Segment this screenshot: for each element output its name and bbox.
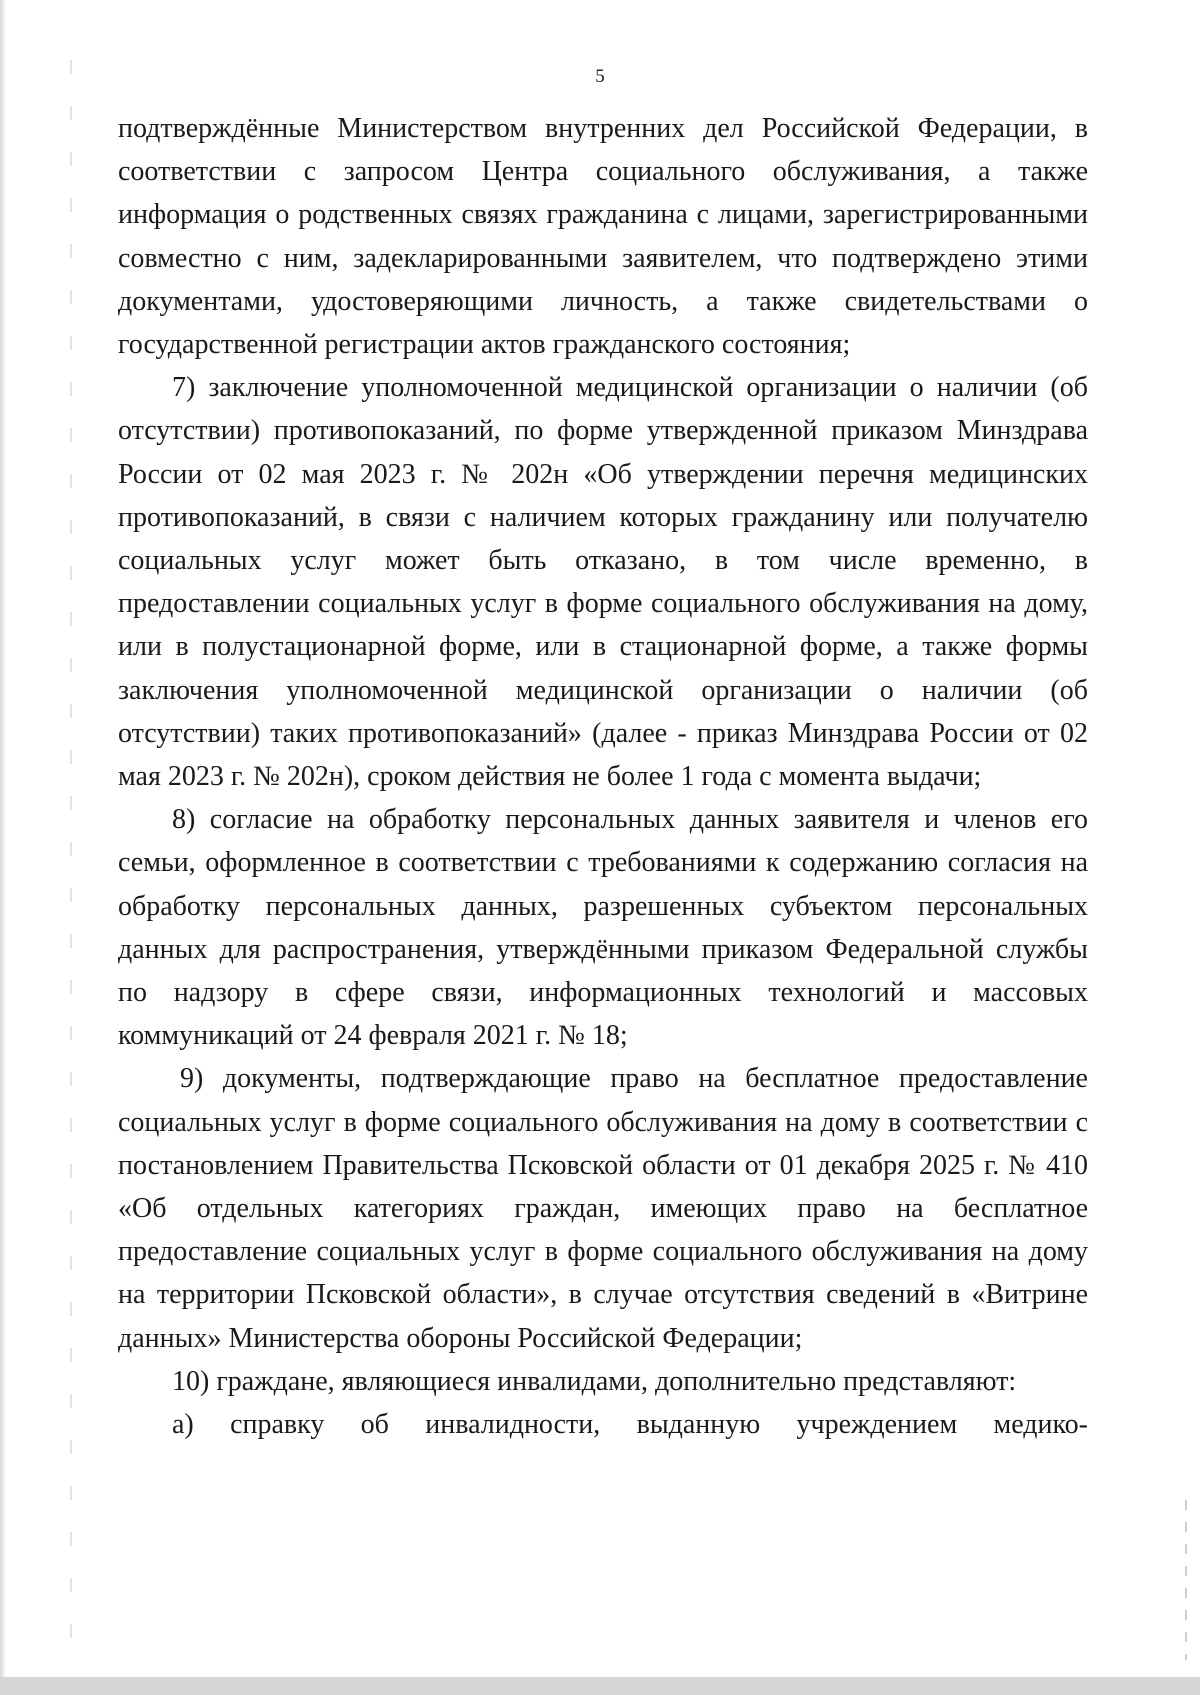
paragraph-item-9: 9) документы, подтверждающие право на бесплатное предоставление социальных услуг в форме социального обслуживания на дому в соответствии с постановлением Правительства Псковской области от 01 декабря 2025 г. № 410 «Об отдельных категориях граждан, имеющих право на бесплатное предоставление социальных услуг в форме социального обслуживания на дому на территории Псковской области», в случае отсутствия сведений в «Витрине данных» Министерства обороны Российской Федерации; — [118, 1063, 1088, 1354]
scan-bottom-edge — [0, 1677, 1200, 1695]
paragraph-item-7: 7) заключение уполномоченной медицинской организации о наличии (об отсутствии) противопоказаний, по форме утвержденной приказом Минздрава России от 02 мая 2023 г. № 202н «Об утверждении перечня медицинских противопоказаний, в связи с наличием которых гражданину или получателю социальных услуг может быть отказано, в том числе временно, в предоставлении социальных услуг в форме социального обслуживания на дому, или в полустационарной форме, или в стационарной форме, а также формы заключения уполномоченной медицинской организации о наличии (об отсутствии) таких противопоказаний» (далее - приказ Минздрава России от 02 мая 2023 г. № 202н), сроком действия не более 1 года с момента выдачи; — [118, 372, 1088, 793]
scan-margin-marks — [70, 60, 72, 1660]
paragraph-continuation: подтверждённые Министерством внутренних дел Российской Федерации, в соответствии с запросом Центра социального обслуживания, а также информация о родственных связях гражданина с лицами, зарегистрированными совместно с ним, задекларированными заявителем, что подтверждено этими документами, удостоверяющими личность, а также свидетельствами о государственной регистрации актов гражданского состояния; — [118, 113, 1088, 361]
page-number: 5 — [595, 66, 605, 87]
paragraph-item-8: 8) согласие на обработку персональных данных заявителя и членов его семьи, оформленное в соответствии с требованиями к содержанию согласия на обработку персональных данных, разрешенных субъектом персональных данных для распространения, утверждёнными приказом Федеральной службы по надзору в сфере связи, информационных технологий и массовых коммуникаций от 24 февраля 2021 г. № 18; — [118, 804, 1088, 1052]
paragraph-item-10: 10) граждане, являющиеся инвалидами, дополнительно представляют: — [172, 1365, 1017, 1397]
scan-margin-marks-right — [1185, 1500, 1187, 1660]
paragraph-item-10a: а) справку об инвалидности, выданную учреждением медико- — [172, 1409, 1088, 1441]
document-body — [118, 107, 1088, 1446]
scan-edge — [0, 0, 6, 1695]
